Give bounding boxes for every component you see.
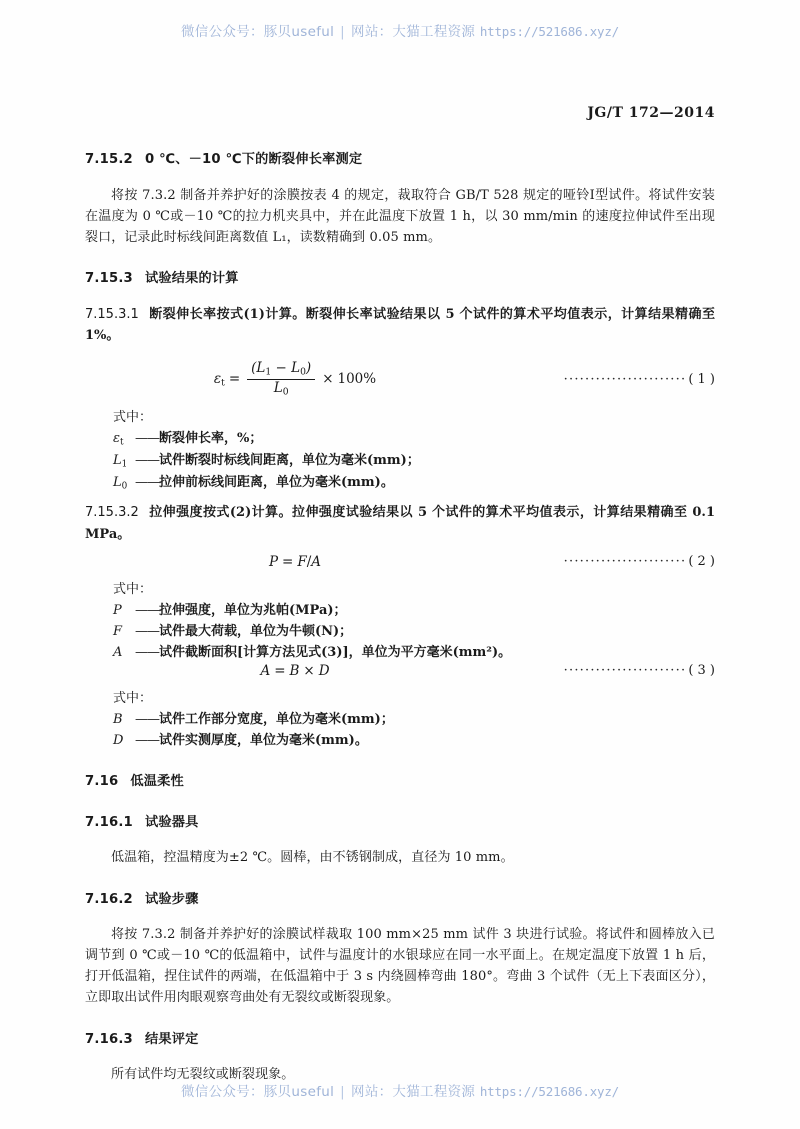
paragraph-7-15-3-2 <box>85 502 715 544</box>
where-block-2 <box>85 579 715 663</box>
where-block-2-item-2: A ——试件截断面积[计算方法见式(3)]，单位为平方毫米(mm²)。 <box>113 644 512 660</box>
watermark-top <box>0 20 800 40</box>
where-block-2-item-1: F ——试件最大荷载，单位为牛顿(N)； <box>113 623 353 639</box>
watermark-separator: | <box>340 24 346 40</box>
formula-1-number: ( 1 ) <box>688 371 715 387</box>
heading-7-16-1-title: 试验器具 <box>144 814 199 830</box>
formula-3-tail <box>505 663 715 678</box>
where-block-2-item-1-dash: —— <box>135 623 159 639</box>
where-block-1-item-1: $L_1$ ——试件断裂时标线间距离，单位为毫米(mm)； <box>113 452 420 470</box>
paragraph-7-16-2: 将按 7.3.2 制备并养护好的涂膜试样裁取 100 mm×25 mm 试件 3 块进行试验。将试件和圆棒放入已调节到 0 ℃或－10 ℃的低温箱中，试件与温度计的水银球应在同一水平面上。在规定温度下放置 1 h 后，打开低温箱，捏住试件的两端，在低温箱中于 3 s 内绕圆棒弯曲 180°。弯曲 3 个试件（无上下表面区分），立即取出试件用肉眼观察弯曲处有无裂纹或断裂现象。 <box>85 927 715 1006</box>
where-block-3-item-1: D ——试件实测厚度，单位为毫米(mm)。 <box>113 732 368 748</box>
heading-7-16-1 <box>85 813 715 833</box>
formula-3-expression: A = B × D <box>260 662 330 679</box>
heading-7-16-3 <box>85 1030 715 1050</box>
where-block-1-item-1-desc: 试件断裂时标线间距离，单位为毫米(mm)； <box>159 452 420 468</box>
heading-7-16-2-number: 7.16.2 <box>85 891 133 907</box>
formula-2-expression: P = F / A <box>268 553 322 570</box>
where-block-1-item-2-desc: 拉伸前标线间距离，单位为毫米(mm)。 <box>159 474 394 490</box>
formula-2-tail <box>505 554 715 569</box>
where-block-3-item-0-dash: —— <box>135 711 159 727</box>
where-block-1-item-0-desc: 断裂伸长率，%； <box>159 431 263 447</box>
paragraph-7-16-1: 低温箱，控温精度为±2 ℃。圆棒，由不锈钢制成，直径为 10 mm。 <box>111 850 514 866</box>
heading-7-16-2 <box>85 890 715 910</box>
formula-3-number: ( 3 ) <box>688 663 715 679</box>
where-block-2-item-0-dash: —— <box>135 602 159 618</box>
heading-7-16-3-number: 7.16.3 <box>85 1031 133 1047</box>
page-header-standard-number: JG/T 172—2014 <box>587 105 715 121</box>
where-block-3-item-0-desc: 试件工作部分宽度，单位为毫米(mm)； <box>159 711 394 727</box>
where-block-1-lead: 式中： <box>113 410 153 426</box>
paragraph-7-15-3-2-text: 拉伸强度按式(2)计算。拉伸强度试验结果以 5 个试件的算术平均值表示，计算结果精确至 0.1 MPa。 <box>85 505 715 542</box>
where-block-1-item-2-dash: —— <box>135 474 159 490</box>
watermark-bottom <box>0 1080 800 1100</box>
heading-7-16-number: 7.16 <box>85 773 119 789</box>
watermark-bottom-site-label: 网站：大猫工程资源 <box>351 1084 476 1100</box>
where-block-3-item-0: B ——试件工作部分宽度，单位为毫米(mm)； <box>113 711 394 727</box>
formula-2-leader: ······················· <box>563 554 687 570</box>
heading-7-16 <box>85 772 715 792</box>
paragraph-7-15-2: 将按 7.3.2 制备并养护好的涂膜按表 4 的规定，裁取符合 GB/T 528 规定的哑铃Ⅰ型试件。将试件安装在温度为 0 ℃或－10 ℃的拉力机夹具中，并在此温度下放置 1 h，以 30 mm/min 的速度拉伸试件至出现裂口，记录此时标线间距离数值 L₁，读数精确到 0.05 mm。 <box>85 187 715 245</box>
formula-3-leader: ······················· <box>563 663 687 679</box>
heading-7-15-2-number: 7.15.2 <box>85 152 133 167</box>
where-block-3-lead: 式中： <box>113 690 153 706</box>
where-block-1-item-2: $L_0$ ——拉伸前标线间距离，单位为毫米(mm)。 <box>113 474 394 492</box>
heading-7-15-2-title: 0 ℃、－10 ℃下的断裂伸长率测定 <box>144 152 363 167</box>
where-block-2-lead: 式中： <box>113 581 153 597</box>
heading-7-15-3-title: 试验结果的计算 <box>144 270 239 286</box>
formula-2-number: ( 2 ) <box>688 554 715 570</box>
document-body <box>85 150 715 1085</box>
where-block-2-item-2-dash: —— <box>135 644 159 660</box>
where-block-3-item-1-dash: —— <box>135 732 159 748</box>
paragraph-7-16-3: 所有试件均无裂纹或断裂现象。 <box>111 1067 295 1083</box>
heading-7-16-1-number: 7.16.1 <box>85 814 133 830</box>
watermark-bottom-url: https://521686.xyz/ <box>479 1084 619 1099</box>
formula-3 <box>85 663 715 679</box>
watermark-url: https://521686.xyz/ <box>479 24 619 39</box>
watermark-bottom-separator: | <box>340 1084 346 1100</box>
formula-1-expression: $\varepsilon_t$ = $\frac{(L_1 - L_0)}{L_0}$ × 100% <box>213 359 377 398</box>
where-block-1-item-1-dash: —— <box>135 452 159 468</box>
heading-7-15-2 <box>85 150 715 170</box>
heading-7-15-3-number: 7.15.3 <box>85 270 133 286</box>
watermark-site-label: 网站：大猫工程资源 <box>351 24 476 40</box>
heading-7-16-title: 低温柔性 <box>130 773 184 789</box>
where-block-3-item-1-desc: 试件实测厚度，单位为毫米(mm)。 <box>159 732 368 748</box>
paragraph-7-15-3-1-number: 7.15.3.1 <box>85 306 139 322</box>
where-block-2-item-1-desc: 试件最大荷载，单位为牛顿(N)； <box>159 623 353 639</box>
watermark-bottom-wechat-label: 微信公众号：豚贝useful <box>181 1084 335 1100</box>
formula-1-leader: ······················· <box>563 371 687 387</box>
heading-7-16-3-title: 结果评定 <box>144 1031 199 1047</box>
formula-1 <box>85 361 715 398</box>
formula-1-tail <box>505 372 715 387</box>
heading-7-15-3 <box>85 269 715 289</box>
where-block-1-item-0-dash: —— <box>135 431 159 447</box>
paragraph-7-15-3-2-number: 7.15.3.2 <box>85 505 139 521</box>
where-block-2-item-0: P ——拉伸强度，单位为兆帕(MPa)； <box>113 602 347 618</box>
heading-7-16-2-title: 试验步骤 <box>144 891 199 907</box>
where-block-3 <box>85 688 715 751</box>
paragraph-7-15-3-1-text: 断裂伸长率按式(1)计算。断裂伸长率试验结果以 5 个试件的算术平均值表示，计算结果精确至 1%。 <box>85 306 715 343</box>
formula-2 <box>85 554 715 570</box>
watermark-wechat-label: 微信公众号：豚贝useful <box>181 24 335 40</box>
paragraph-7-15-3-1 <box>85 304 715 346</box>
where-block-1 <box>85 407 715 493</box>
where-block-1-item-0: $\varepsilon_t$ ——断裂伸长率，%； <box>113 431 263 448</box>
where-block-2-item-0-desc: 拉伸强度，单位为兆帕(MPa)； <box>159 602 347 618</box>
where-block-2-item-2-desc: 试件截断面积[计算方法见式(3)]，单位为平方毫米(mm²)。 <box>159 644 512 660</box>
